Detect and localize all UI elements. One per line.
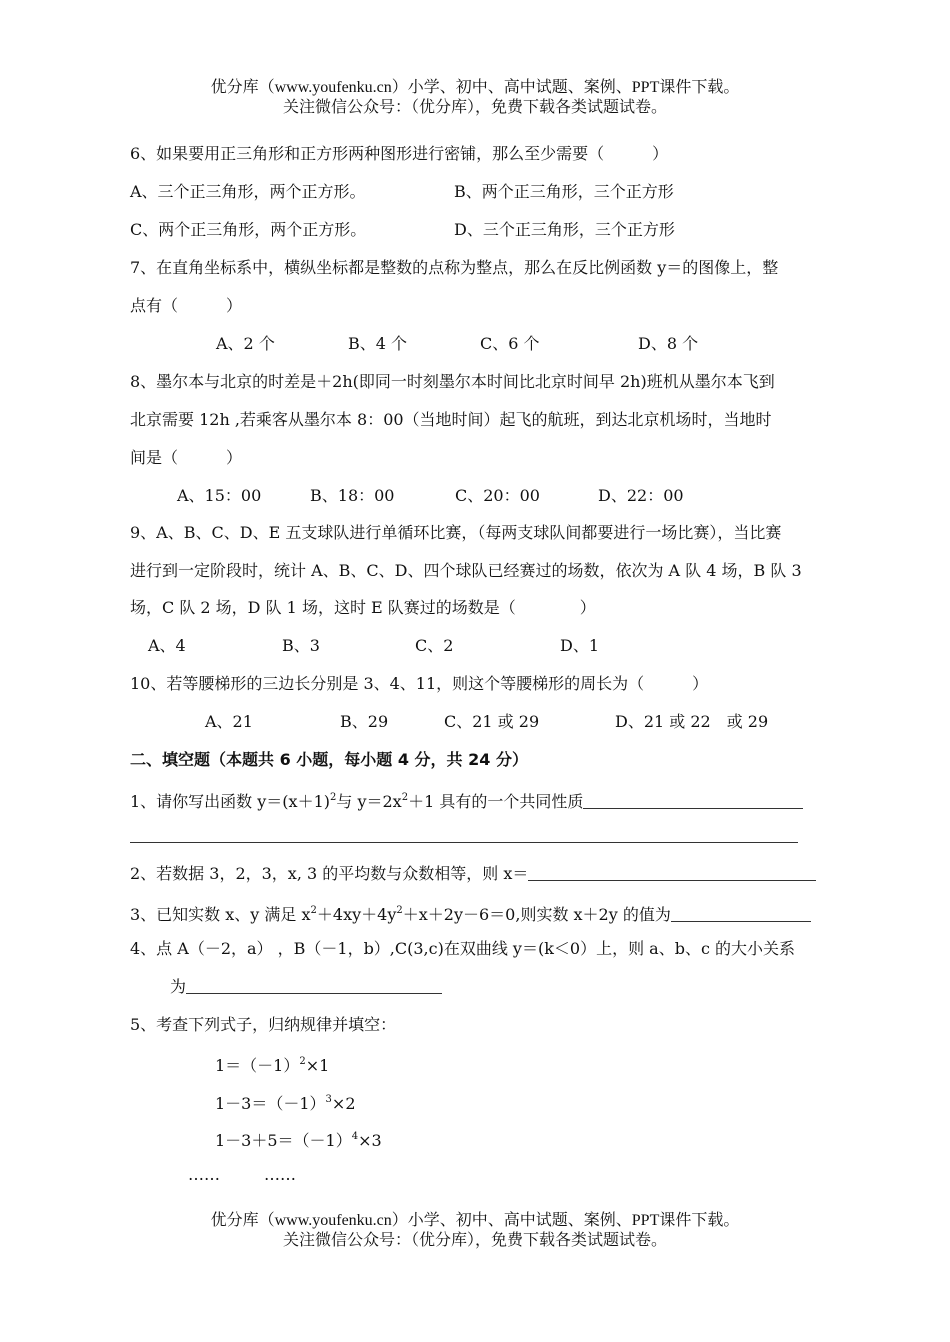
fill-5-expr-2-base: 1－3＝（－1） (215, 1094, 326, 1113)
fill-5-expression-1 (215, 1051, 329, 1077)
q7-option-d: D、8 个 (638, 334, 699, 353)
fill-5-expr-2-tail: ×2 (331, 1094, 356, 1113)
fill-5-expr-3-base: 1－3＋5＝（－1） (215, 1131, 352, 1150)
q8-option-d: D、22：00 (598, 486, 684, 505)
fill-5-ellipsis-1: …… (188, 1165, 220, 1184)
q8-option-c: C、20：00 (455, 486, 540, 505)
fill-4-answer-blank[interactable] (186, 979, 442, 994)
fill-4-text: 为 (170, 977, 187, 996)
q10-stem: 10、若等腰梯形的三边长分别是 3、4、11，则这个等腰梯形的周长为（ ） (130, 674, 709, 693)
fill-1-answer-line (130, 825, 798, 847)
fill-2-stem (130, 863, 816, 885)
fill-3-text-part-1: 3、已知实数 x、y 满足 x (130, 905, 311, 924)
q10-option-a: A、21 (205, 712, 253, 731)
q7-stem-line-2: 点有（ ） (130, 296, 243, 315)
fill-2-answer-blank[interactable] (528, 866, 816, 881)
fill-3-answer-blank[interactable] (671, 907, 811, 922)
footer-line-2: 关注微信公众号：（优分库），免费下载各类试题试卷。 (282, 1232, 667, 1249)
fill-5-expr-2-exponent: 3 (325, 1094, 332, 1105)
q9-option-d: D、1 (560, 636, 600, 655)
q6-option-d: D、三个正三角形，三个正方形 (454, 220, 675, 239)
fill-4-stem-line-1: 4、点 A（－2，a） ，B（－1，b）,C(3,c)在双曲线 y＝(k＜0）上，则 a、b、c 的大小关系 (130, 939, 796, 958)
fill-3-exponent-1: 2 (310, 905, 317, 916)
q9-stem-line-1: 9、A、B、C、D、E 五支球队进行单循环比赛，（每两支球队间都要进行一场比赛），当比赛 (130, 523, 782, 542)
fill-5-stem: 5、考查下列式子，归纳规律并填空： (130, 1015, 397, 1034)
fill-5-expr-3-tail: ×3 (358, 1131, 382, 1150)
fill-1-text-part-1: 1、请你写出函数 y＝(x＋1) (130, 792, 330, 811)
fill-1-exponent-1: 2 (330, 792, 337, 803)
q6-option-a: A、三个正三角形，两个正方形。 (130, 182, 366, 201)
fill-1-answer-blank[interactable] (583, 794, 803, 809)
fill-5-expr-1-base: 1＝（－1） (215, 1056, 300, 1075)
q9-option-b: B、3 (282, 636, 320, 655)
header-line-2: 关注微信公众号：（优分库），免费下载各类试题试卷。 (282, 99, 667, 116)
fill-1-text-part-3: ＋1 具有的一个共同性质 (408, 792, 584, 811)
fill-1-exponent-2: 2 (401, 792, 409, 803)
fill-5-expression-2 (215, 1089, 356, 1115)
q9-option-c: C、2 (415, 636, 454, 655)
q10-option-c: C、21 或 29 (444, 712, 540, 731)
fill-5-ellipsis-2: …… (264, 1165, 296, 1184)
q9-stem-line-3: 场，C 队 2 场，D 队 1 场，这时 E 队赛过的场数是（ ） (130, 598, 596, 617)
footer-line-1: 优分库（www.youfenku.cn）小学、初中、高中试题、案例、PPT课件下载。 (210, 1212, 740, 1229)
q8-option-b: B、18：00 (310, 486, 395, 505)
fill-5-expression-3 (215, 1126, 382, 1152)
q9-option-a: A、4 (148, 636, 186, 655)
q8-stem-line-3: 间是（ ） (130, 448, 243, 467)
q8-stem-line-1: 8、墨尔本与北京的时差是＋2h(即同一时刻墨尔本时间比北京时间早 2h)班机从墨尔本飞到 (130, 372, 775, 391)
fill-3-text-part-3: ＋x＋2y－6＝0,则实数 x＋2y 的值为 (402, 905, 671, 924)
q6-option-c: C、两个正三角形，两个正方形。 (130, 220, 367, 239)
q7-option-a: A、2 个 (216, 334, 275, 353)
q10-option-d: D、21 或 22 或 29 (615, 712, 769, 731)
header-line-1: 优分库（www.youfenku.cn）小学、初中、高中试题、案例、PPT课件下载。 (210, 79, 740, 96)
fill-5-expr-1-exponent: 2 (299, 1056, 306, 1067)
fill-3-text-part-2: ＋4xy＋4y (316, 905, 397, 924)
q7-option-c: C、6 个 (480, 334, 540, 353)
fill-1-stem (130, 787, 803, 813)
fill-3-exponent-2: 2 (396, 905, 403, 916)
fill-4-stem-line-2 (170, 976, 442, 998)
q8-option-a: A、15：00 (177, 486, 262, 505)
fill-5-expr-1-tail: ×1 (305, 1056, 330, 1075)
q7-stem-line-1: 7、在直角坐标系中，横纵坐标都是整数的点称为整点，那么在反比例函数 y＝的图像上，整 (130, 258, 779, 277)
q6-option-b: B、两个正三角形，三个正方形 (454, 182, 674, 201)
fill-1-answer-blank-2[interactable] (130, 828, 798, 843)
q9-stem-line-2: 进行到一定阶段时，统计 A、B、C、D、四个球队已经赛过的场数，依次为 A 队 4 场，B 队 3 (130, 561, 802, 580)
q8-stem-line-2: 北京需要 12h ,若乘客从墨尔本 8：00（当地时间）起飞的航班，到达北京机场时，当地时 (130, 410, 772, 429)
fill-3-stem (130, 900, 811, 926)
fill-1-text-part-2: 与 y＝2x (336, 792, 402, 811)
q6-stem: 6、如果要用正三角形和正方形两种图形进行密铺，那么至少需要（ ） (130, 144, 669, 163)
fill-5-expr-3-exponent: 4 (351, 1131, 359, 1142)
q10-option-b: B、29 (340, 712, 389, 731)
section-2-heading: 二、填空题（本题共 6 小题，每小题 4 分，共 24 分） (130, 750, 528, 769)
q7-option-b: B、4 个 (348, 334, 408, 353)
fill-2-text: 2、若数据 3，2，3，x, 3 的平均数与众数相等，则 x＝ (130, 864, 529, 883)
